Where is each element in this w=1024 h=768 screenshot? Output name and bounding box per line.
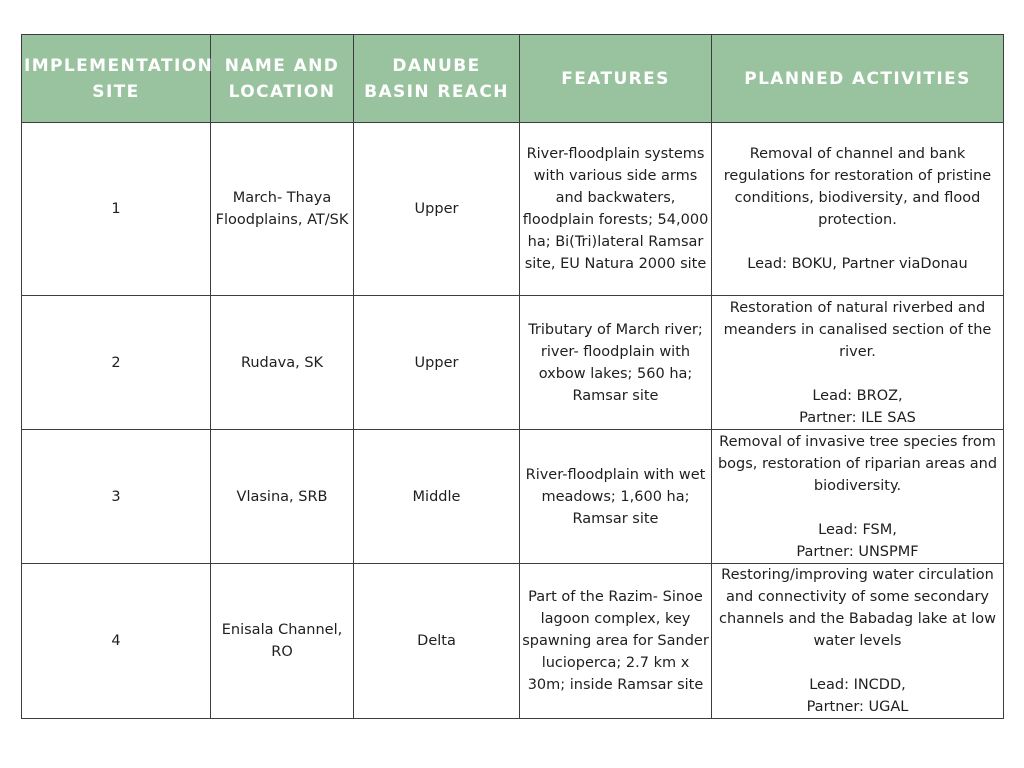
- site-number: 2: [22, 296, 211, 430]
- site-basin-reach: Upper: [354, 123, 520, 296]
- paragraph-gap: [714, 497, 1001, 519]
- site-name-location: March- Thaya Floodplains, AT/SK: [211, 123, 354, 296]
- site-planned-activities: [712, 296, 1004, 430]
- table-header-row: [22, 35, 1004, 123]
- site-features: Tributary of March river; river- floodplain with oxbow lakes; 560 ha; Ramsar site: [520, 296, 712, 430]
- table-row: [22, 430, 1004, 564]
- site-number: 4: [22, 564, 211, 719]
- lead-text: Lead: BOKU, Partner viaDonau: [747, 256, 968, 272]
- partner-text: Partner: UGAL: [806, 699, 909, 715]
- lead-text: Lead: BROZ,: [812, 387, 903, 404]
- paragraph-gap: [714, 363, 1001, 385]
- partner-text: Partner: ILE SAS: [799, 409, 916, 426]
- lead-text: Lead: INCDD,: [809, 677, 906, 693]
- header-features: FEATURES: [520, 35, 712, 123]
- site-basin-reach: Upper: [354, 296, 520, 430]
- paragraph-gap: [714, 652, 1001, 674]
- table-row: [22, 564, 1004, 719]
- site-basin-reach: Middle: [354, 430, 520, 564]
- site-planned-activities: [712, 430, 1004, 564]
- site-name-location: Enisala Channel, RO: [211, 564, 354, 719]
- activities-text: Restoring/improving water circulation and connectivity of some secondary channels and the Babadag lake at low water levels: [719, 567, 996, 649]
- header-name-and-location: NAME AND LOCATION: [211, 35, 354, 123]
- site-number: 3: [22, 430, 211, 564]
- site-features: Part of the Razim- Sinoe lagoon complex, key spawning area for Sander lucioperca; 2.7 km x 30m; inside Ramsar site: [520, 564, 712, 719]
- site-features: River-floodplain with wet meadows; 1,600 ha; Ramsar site: [520, 430, 712, 564]
- activities-text: Removal of channel and bank regulations for restoration of pristine conditions, biodiversity, and flood protection.: [723, 146, 992, 228]
- site-features: River-floodplain systems with various side arms and backwaters, floodplain forests; 54,000 ha; Bi(Tri)lateral Ramsar site, EU Natura 2000 site: [520, 123, 712, 296]
- site-basin-reach: Delta: [354, 564, 520, 719]
- partner-text: Partner: UNSPMF: [796, 543, 919, 560]
- table-row: [22, 296, 1004, 430]
- site-number: 1: [22, 123, 211, 296]
- paragraph-gap: [714, 231, 1001, 253]
- table-row: [22, 123, 1004, 296]
- implementation-sites-table: [21, 34, 1004, 719]
- header-implementation-site: IMPLEMENTATION SITE: [22, 35, 211, 123]
- lead-text: Lead: FSM,: [818, 521, 897, 538]
- site-name-location: Rudava, SK: [211, 296, 354, 430]
- header-planned-activities: PLANNED ACTIVITIES: [712, 35, 1004, 123]
- activities-text: Restoration of natural riverbed and meanders in canalised section of the river.: [723, 299, 992, 360]
- header-danube-basin-reach: DANUBE BASIN REACH: [354, 35, 520, 123]
- site-planned-activities: [712, 123, 1004, 296]
- site-name-location: Vlasina, SRB: [211, 430, 354, 564]
- activities-text: Removal of invasive tree species from bogs, restoration of riparian areas and biodiversity.: [717, 433, 998, 494]
- site-planned-activities: [712, 564, 1004, 719]
